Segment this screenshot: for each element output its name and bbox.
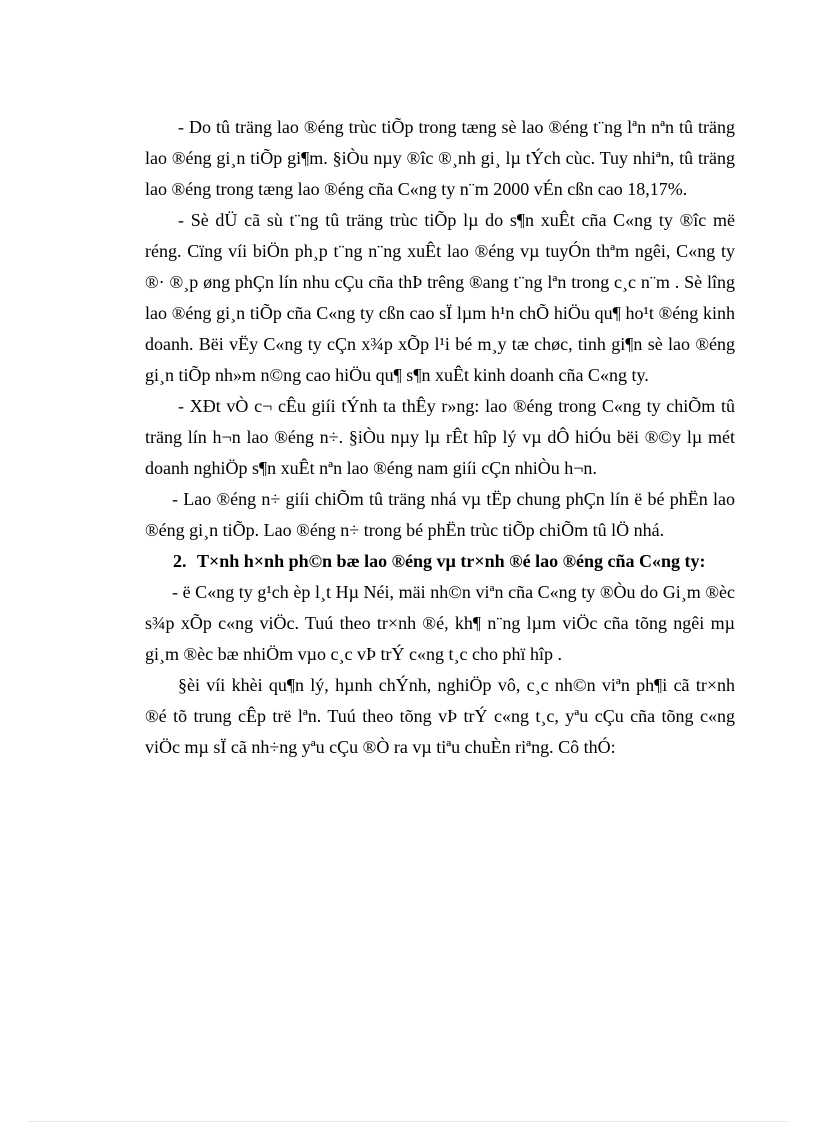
section-title: T×nh h×nh ph©n bæ lao ®éng vµ tr×nh ®é lao ®éng cña C«ng ty: [197, 551, 706, 571]
page-bottom-rule [28, 1121, 788, 1122]
section-heading [145, 546, 735, 577]
section-number: 2. [173, 551, 187, 571]
document-body [145, 112, 735, 763]
paragraph-direct-labor-ratio: - Do tû träng lao ®éng trùc tiÕp trong tæng sè lao ®éng t¨ng lªn nªn tû träng lao ®éng gi¸n tiÕp gi¶m. §iÒu nµy ®îc ®¸nh gi¸ lµ tÝch cùc. Tuy nhiªn, tû träng lao ®éng trong tæng lao ®éng cña C«ng ty n¨m 2000 vÉn cßn cao 18,17%. [145, 117, 735, 199]
paragraph-female-labor: - Lao ®éng n÷ giíi chiÕm tû träng nhá vµ tËp chung phÇn lín ë bé phËn lao ®éng gi¸n tiÕp. Lao ®éng n÷ trong bé phËn trùc tiÕp chiÕm tû lÖ nhá. [145, 489, 735, 540]
paragraph-staff-assignment: - ë C«ng ty g¹ch èp l¸t Hµ Néi, mäi nh©n viªn cña C«ng ty ®Òu do Gi¸m ®èc s¾p xÕp c«ng viÖc. Tuú theo tr×nh ®é, kh¶ n¨ng lµm viÖc cña tõng ngêi mµ gi¸m ®èc bæ nhiÖm vµo c¸c vÞ trÝ c«ng t¸c cho phï hîp . [145, 582, 735, 664]
paragraph-production-expansion: - Sè dÜ cã sù t¨ng tû träng trùc tiÕp lµ do s¶n xuÊt cña C«ng ty ®îc më réng. Cïng víi biÖn ph¸p t¨ng n¨ng xuÊt lao ®éng vµ tuyÓn thªm ngêi, C«ng ty ®· ®¸p øng phÇn lín nhu cÇu cña thÞ trêng ®ang t¨ng lªn trong c¸c n¨m . Sè lîng lao ®éng gi¸n tiÕp cña C«ng ty cßn cao sÏ lµm h¹n chÕ hiÖu qu¶ ho¹t ®éng kinh doanh. Bëi vËy C«ng ty cÇn x¾p xÕp l¹i bé m¸y tæ chøc, tinh gi¶n sè lao ®éng gi¸n tiÕp nh»m n©ng cao hiÖu qu¶ s¶n xuÊt kinh doanh cña C«ng ty. [145, 210, 735, 385]
paragraph-gender-structure: - XÐt vÒ c¬ cÊu giíi tÝnh ta thÊy r»ng: lao ®éng trong C«ng ty chiÕm tû träng lín h¬n lao ®éng n÷. §iÒu nµy lµ rÊt hîp lý vµ dÔ hiÓu bëi ®©y lµ mét doanh nghiÖp s¶n xuÊt nªn lao ®éng nam giíi cÇn nhiÒu h¬n. [145, 396, 735, 478]
paragraph-management-requirements: §èi víi khèi qu¶n lý, hµnh chÝnh, nghiÖp vô, c¸c nh©n viªn ph¶i cã tr×nh ®é tõ trung cÊp trë lªn. Tuú theo tõng vÞ trÝ c«ng t¸c, yªu cÇu cña tõng c«ng viÖc mµ sÏ cã nh÷ng yªu cÇu ®Ò ra vµ tiªu chuÈn riªng. Cô thÓ: [145, 675, 735, 757]
